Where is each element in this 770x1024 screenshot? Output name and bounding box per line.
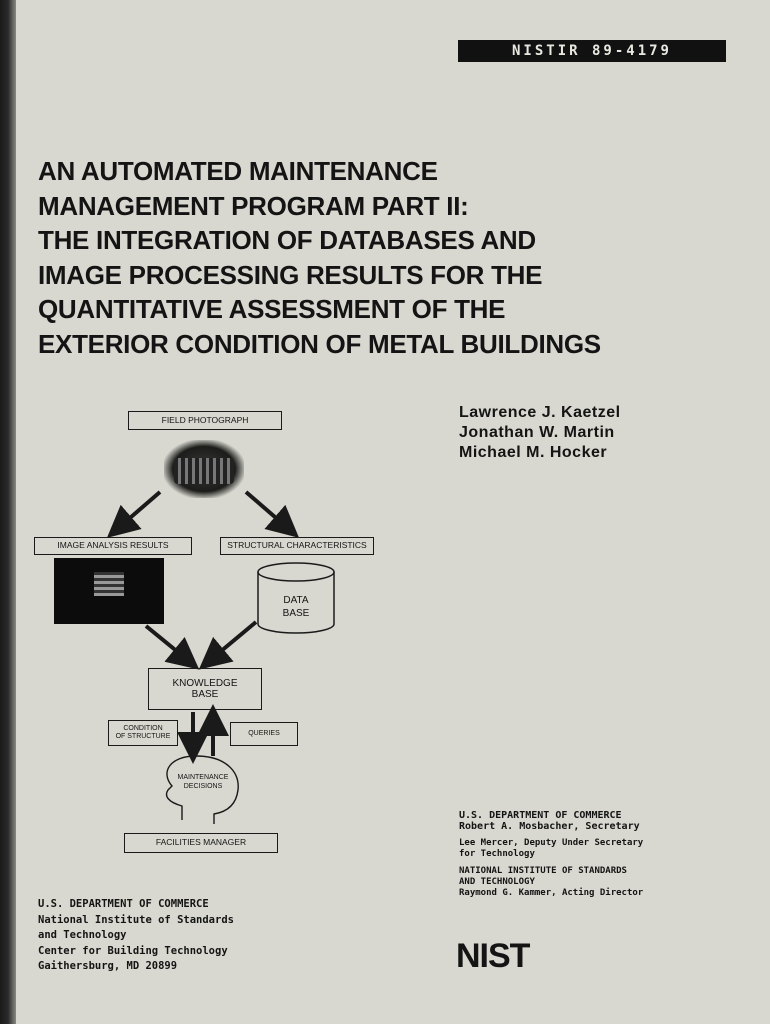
deputy-line: Lee Mercer, Deputy Under Secretary <box>459 838 644 848</box>
knowledge-base-label: KNOWLEDGE <box>172 677 238 689</box>
field-photograph-label: FIELD PHOTOGRAPH <box>161 414 249 425</box>
publisher-line: U.S. DEPARTMENT OF COMMERCE <box>38 898 209 910</box>
title-line: IMAGE PROCESSING RESULTS FOR THE <box>38 259 543 290</box>
arrow-analysis-to-knowledge <box>146 626 190 662</box>
maintenance-label: MAINTENANCE <box>177 774 229 781</box>
publisher-line: Gaithersburg, MD 20899 <box>38 960 178 972</box>
facilities-manager-box <box>124 833 278 853</box>
arrow-database-to-knowledge <box>208 622 256 662</box>
database-label-line: BASE <box>282 608 310 619</box>
title-line: THE INTEGRATION OF DATABASES AND <box>38 225 536 255</box>
director-line: Raymond G. Kammer, Acting Director <box>459 888 644 898</box>
publisher-line: National Institute of Standards <box>38 913 234 926</box>
secretary-name: Robert A. Mosbacher, Secretary <box>459 821 640 832</box>
author-name: Jonathan W. Martin <box>459 424 615 441</box>
maintenance-decisions-label <box>170 773 236 791</box>
field-photograph-box <box>128 411 282 430</box>
author-name: Lawrence J. Kaetzel <box>459 404 621 421</box>
nist-logo: NIST <box>456 937 530 975</box>
field-photograph-image <box>164 440 244 498</box>
publisher-line: Center for Building Technology <box>38 944 228 957</box>
structural-characteristics-box <box>220 537 374 555</box>
department-officials-block <box>459 810 643 899</box>
author-name: Michael M. Hocker <box>459 444 608 461</box>
image-analysis-box <box>34 537 192 555</box>
institute-line: NATIONAL INSTITUTE OF STANDARDS <box>459 866 627 876</box>
publisher-line: and Technology <box>38 929 127 941</box>
report-number: NISTIR 89-4179 <box>458 40 726 62</box>
department-name: U.S. DEPARTMENT OF COMMERCE <box>459 810 622 821</box>
arrow-photo-to-structural <box>246 492 290 530</box>
institute-line: AND TECHNOLOGY <box>459 877 535 887</box>
facilities-manager-label: FACILITIES MANAGER <box>155 837 247 848</box>
queries-label: QUERIES <box>248 729 280 737</box>
condition-of-structure-box <box>108 720 178 746</box>
maintenance-label: DECISIONS <box>183 783 223 790</box>
title-line: MANAGEMENT PROGRAM PART II: <box>38 190 469 221</box>
image-analysis-label: IMAGE ANALYSIS RESULTS <box>57 540 169 551</box>
arrow-photo-to-analysis <box>116 492 160 530</box>
database-label-line: DATA <box>283 595 309 606</box>
publisher-block <box>38 897 234 975</box>
database-label <box>256 594 336 620</box>
structural-characteristics-label: STRUCTURAL CHARACTERISTICS <box>227 540 367 551</box>
condition-label: OF STRUCTURE <box>115 733 171 740</box>
title-line: QUANTITATIVE ASSESSMENT OF THE <box>38 294 506 324</box>
image-analysis-screen <box>54 558 164 624</box>
title-line: AN AUTOMATED MAINTENANCE <box>38 156 438 186</box>
condition-label: CONDITION <box>123 724 163 732</box>
knowledge-base-box <box>148 668 262 710</box>
deputy-line: for Technology <box>459 849 535 859</box>
queries-box <box>230 722 298 746</box>
title-line: EXTERIOR CONDITION OF METAL BUILDINGS <box>38 328 601 359</box>
knowledge-base-label: BASE <box>191 689 219 700</box>
